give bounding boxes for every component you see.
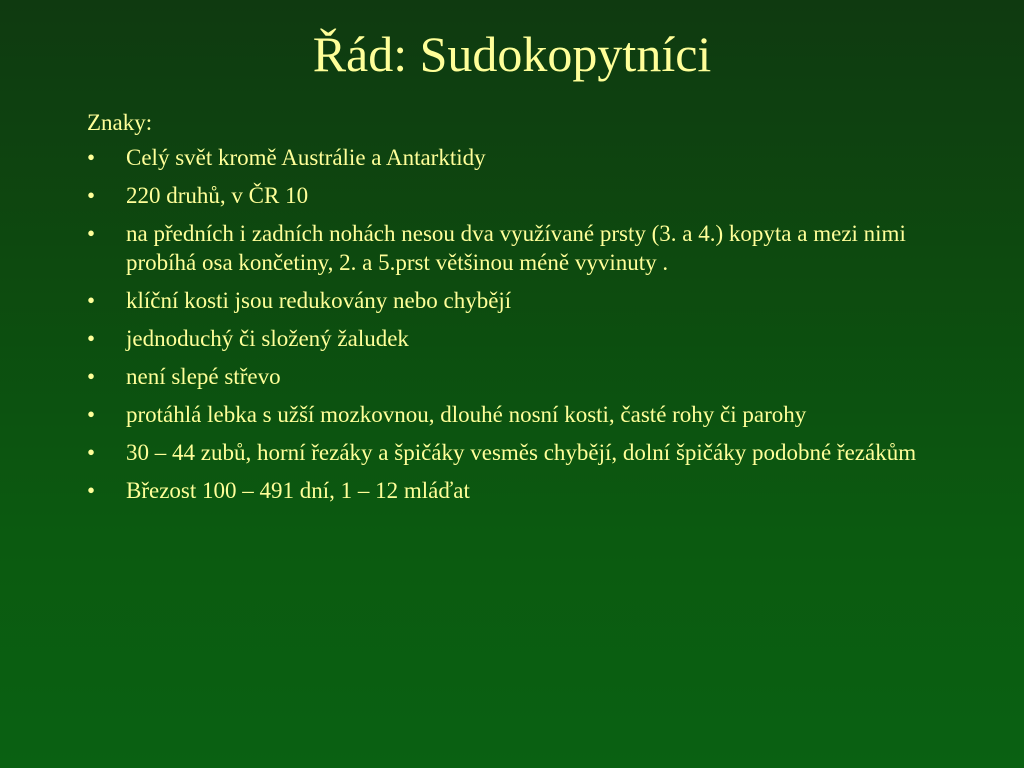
bullet-icon: • [87, 220, 96, 246]
list-item [87, 362, 927, 392]
list-item [87, 181, 927, 211]
list-item-text: Celý svět kromě Austrálie a Antarktidy [126, 144, 486, 170]
intro-text: Znaky: [87, 110, 153, 135]
bullet-icon: • [87, 144, 96, 170]
list-item-text: 30 – 44 zubů, horní řezáky a špičáky vesměs chybějí, dolní špičáky podobné řezákům [126, 440, 917, 465]
list-item-text: není slepé střevo [126, 364, 281, 389]
slide-body [87, 108, 927, 514]
list-item-text: Březost 100 – 491 dní, 1 – 12 mláďat [126, 478, 470, 503]
bullet-icon: • [87, 288, 96, 313]
list-item [87, 438, 927, 468]
bullet-icon: • [87, 326, 96, 351]
list-item [87, 476, 927, 506]
slide-title: Řád: Sudokopytníci [312, 26, 712, 82]
bullet-icon: • [87, 478, 96, 503]
list-item-text: klíční kosti jsou redukovány nebo chybějí [126, 288, 512, 313]
list-item [87, 219, 927, 278]
list-item-text: jednoduchý či složený žaludek [126, 326, 409, 351]
list-item-text: 220 druhů, v ČR 10 [126, 182, 309, 208]
list-item-text: na předních i zadních nohách nesou dva využívané prsty (3. a 4.) kopyta a mezi nimi probíhá osa končetiny, 2. a 5.prst většinou méně vyvinuty . [126, 220, 906, 275]
bullet-icon: • [87, 402, 96, 427]
bullet-icon: • [87, 440, 96, 465]
list-item [87, 400, 927, 430]
bullet-list [87, 143, 927, 506]
bullet-icon: • [87, 182, 96, 208]
list-item-text: protáhlá lebka s užší mozkovnou, dlouhé nosní kosti, časté rohy či parohy [126, 402, 807, 427]
bullet-icon: • [87, 364, 96, 389]
list-item [87, 324, 927, 354]
list-item [87, 286, 927, 316]
list-item [87, 143, 927, 173]
